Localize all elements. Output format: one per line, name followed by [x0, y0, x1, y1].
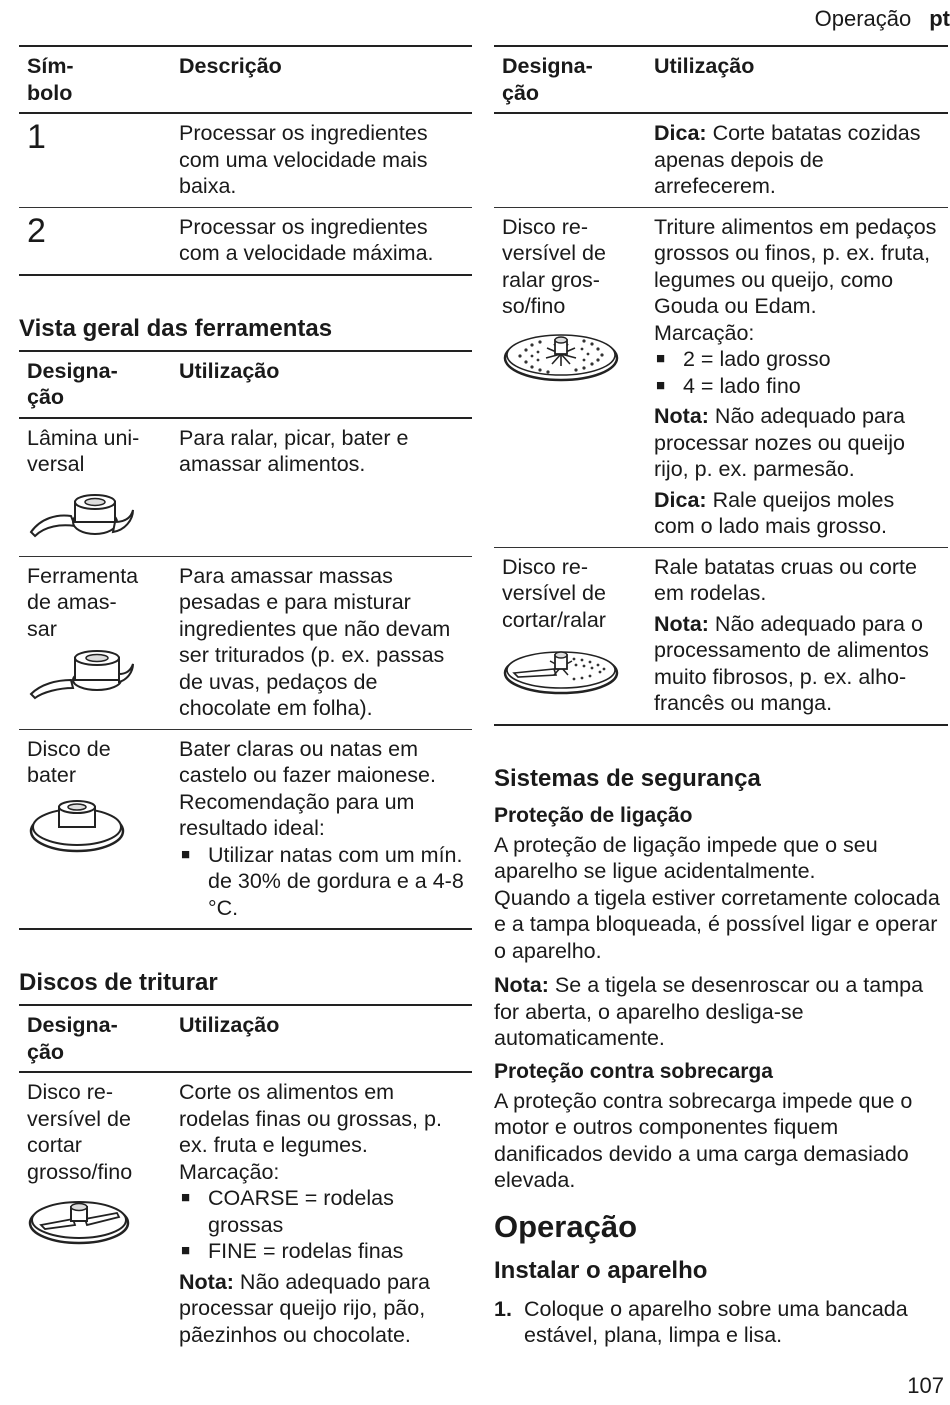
marking-label: Marcação: [654, 320, 755, 345]
table-row [19, 113, 472, 207]
note-text: Se a tigela se desenroscar ou a tampa for aberta, o aparelho desliga-se automaticamente. [494, 973, 924, 1050]
cutting-grating-disc-icon [502, 643, 620, 697]
list-item: ■ Utilizar natas com um mín. de 30% de gordura e a 4-8 °C. [179, 842, 464, 922]
list-item: ■ 4 = lado fino [654, 373, 940, 400]
note-label: Nota: [179, 1269, 234, 1294]
note-paragraph [654, 611, 940, 717]
step-text: Coloque o aparelho sobre uma bancada estável, plana, limpa e lisa. [524, 1296, 908, 1347]
discs-header-usage: Utilização [646, 46, 948, 113]
discs-table [19, 1004, 472, 1355]
tip-paragraph [654, 487, 940, 540]
connect-paragraph-2: Quando a tigela estiver corretamente colocada e a tampa bloqueada, é possível ligar e operar o aparelho. [494, 885, 940, 963]
disc-name: Disco re- versível de cortar/ralar [502, 554, 606, 632]
tools-table [19, 350, 472, 931]
overload-protection-heading: Proteção contra sobrecarga [494, 1059, 773, 1083]
overload-paragraph: A proteção contra sobrecarga impede que o motor e outros componentes fiquem danificados devido a uma carga demasiado elevada. [494, 1088, 913, 1192]
note-label: Nota: [654, 404, 709, 428]
safety-heading: Sistemas de segurança [494, 764, 761, 792]
operation-heading: Operação [494, 1208, 638, 1244]
universal-blade-icon [27, 492, 137, 544]
note-label: Nota: [494, 973, 549, 997]
tools-header-usage: Utilização [171, 351, 472, 418]
steps-list [494, 1296, 948, 1349]
table-row [494, 207, 948, 547]
connect-paragraph-1: A proteção de ligação impede que o seu aparelho se ligue acidentalmente. [494, 832, 878, 883]
tools-heading: Vista geral das ferramentas [19, 314, 333, 342]
tool-name: Lâmina uni- versal [27, 425, 140, 476]
table-row [19, 729, 472, 929]
disc-name: Disco re- versível de cortar grosso/fino [27, 1080, 133, 1184]
symbol-1: 1 [19, 113, 171, 207]
bullet-list [654, 346, 940, 399]
slicing-disc-icon [27, 1195, 131, 1247]
discs-header-designation: Designa- ção [494, 46, 646, 113]
tip-text: Corte batatas cozidas apenas depois de arrefecerem. [654, 121, 921, 198]
table-row [19, 1072, 472, 1355]
discs-header-designation: Designa- ção [19, 1005, 171, 1072]
symbols-header-symbol: Sím- bolo [19, 46, 171, 113]
grating-disc-icon [502, 330, 620, 384]
tool-usage: Bater claras ou natas em castelo ou fazer maionese. Recomendação para um resultado ideal: [179, 736, 436, 840]
list-item: ■ 2 = lado grosso [654, 346, 940, 373]
connect-note [494, 972, 948, 1052]
note-paragraph [654, 403, 940, 483]
tip-label: Dica: [654, 121, 707, 145]
table-row [494, 113, 948, 207]
bullet-list [179, 1185, 464, 1265]
header-section: Operação [814, 6, 912, 31]
tools-header-designation: Designa- ção [19, 351, 171, 418]
symbol-2-description: Processar os ingredientes com a velocidade máxima. [171, 207, 472, 275]
list-item [494, 1296, 948, 1349]
tip-paragraph [654, 120, 940, 200]
discs-heading: Discos de triturar [19, 969, 218, 996]
symbols-header-description: Descrição [171, 46, 472, 113]
discs-table-continued [494, 45, 948, 726]
table-row [494, 547, 948, 725]
tool-usage: Para amassar massas pesadas e para misturar ingredientes que não devam ser triturados (p. ex. passas de uvas, pedaços de chocolate em folha). [171, 556, 472, 729]
disc-name: Disco re- versível de ralar gros- so/fino [502, 214, 606, 318]
tool-name: Disco de bater [27, 736, 111, 787]
table-row [19, 418, 472, 557]
discs-header-usage: Utilização [171, 1005, 472, 1072]
whisking-disc-icon [27, 799, 127, 855]
page-header [815, 6, 950, 32]
disc-usage: Corte os alimentos em rodelas finas ou grossas, p. ex. fruta e legumes. [179, 1080, 442, 1157]
list-item: ■ COARSE = rodelas grossas [179, 1185, 464, 1238]
symbol-2: 2 [19, 207, 171, 275]
tip-text: Rale queijos moles com o lado mais grosso. [654, 487, 895, 538]
step-number: 1. [494, 1296, 512, 1321]
page-number: 107 [907, 1373, 944, 1398]
bullet-list [179, 842, 464, 922]
connect-protection-heading: Proteção de ligação [494, 803, 693, 827]
header-language: pt [929, 6, 950, 31]
note-text: Não adequado para processar queijo rijo, pão, pãezinhos ou chocolate. [179, 1269, 430, 1347]
install-heading: Instalar o aparelho [494, 1256, 708, 1284]
kneading-tool-icon [27, 648, 137, 700]
marking-label: Marcação: [179, 1159, 280, 1184]
tool-name: Ferramenta de amas- sar [27, 563, 139, 641]
left-column [19, 45, 472, 1355]
note-text: Não adequado para o processamento de alimentos muito fibrosos, p. ex. alho-francês ou manga. [654, 611, 929, 715]
tip-label: Dica: [654, 487, 707, 512]
table-row [19, 207, 472, 275]
table-row [19, 556, 472, 729]
tool-usage: Para ralar, picar, bater e amassar alimentos. [171, 418, 472, 557]
note-paragraph [179, 1269, 464, 1349]
disc-usage: Rale batatas cruas ou corte em rodelas. [654, 554, 917, 605]
list-item: ■ FINE = rodelas finas [179, 1238, 464, 1265]
note-label: Nota: [654, 611, 709, 636]
note-text: Não adequado para processar nozes ou queijo rijo, p. ex. parmesão. [654, 404, 905, 481]
symbols-table [19, 45, 472, 276]
right-column [494, 45, 948, 1349]
symbol-1-description: Processar os ingredientes com uma velocidade mais baixa. [171, 113, 472, 207]
disc-usage: Triture alimentos em pedaços grossos ou finos, p. ex. fruta, legumes ou queijo, como Gouda ou Edam. [654, 214, 937, 318]
